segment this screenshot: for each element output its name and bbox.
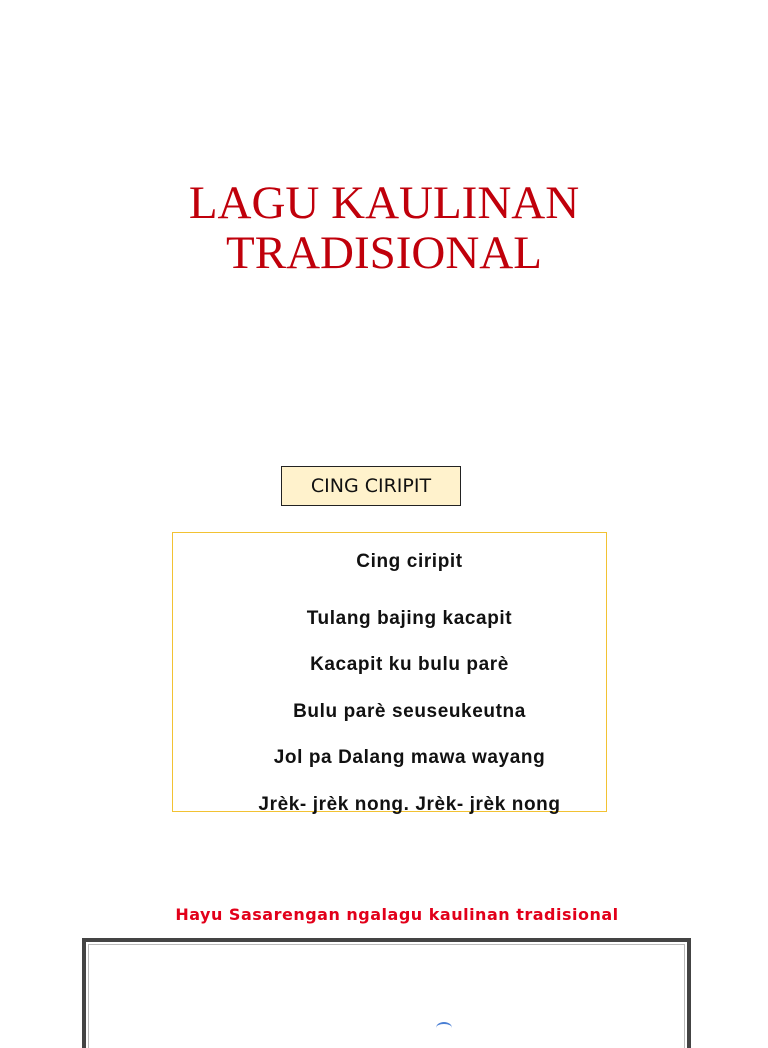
invitation-text: Hayu Sasarengan ngalagu kaulinan tradisional [175, 905, 619, 924]
title-line-2: TRADISIONAL [226, 227, 542, 279]
title-line-1: LAGU KAULINAN [188, 177, 580, 229]
lyric-line: Bulu parè seuseukeutna [293, 700, 526, 722]
lyric-line: Kacapit ku bulu parè [310, 654, 509, 675]
document-title [0, 178, 768, 278]
image-frame [82, 938, 691, 1048]
lyric-line: Jrèk- jrèk nong. Jrèk- jrèk nong [258, 793, 561, 815]
lyric-line: Cing ciripit [356, 551, 463, 572]
lyric-line: Jol pa Dalang mawa wayang [273, 747, 546, 768]
image-frame-inner [88, 944, 685, 1048]
lyric-line: Tulang bajing kacapit [306, 607, 513, 629]
lyrics-box [172, 532, 607, 815]
song-title-box: CING CIRIPIT [281, 466, 461, 506]
